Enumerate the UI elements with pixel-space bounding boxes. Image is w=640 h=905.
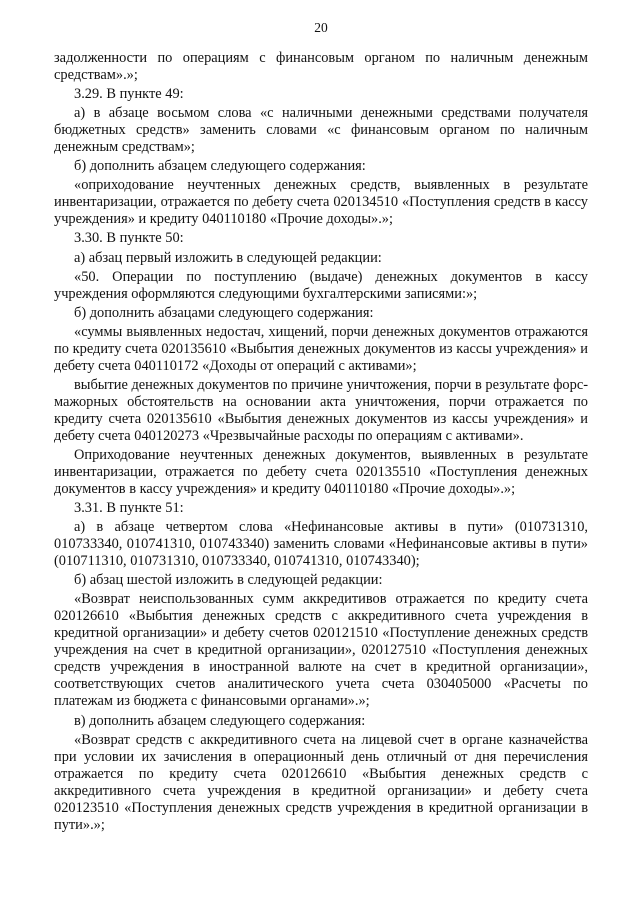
paragraph: Оприходование неучтенных денежных документов, выявленных в результате инвентаризации, отражается по дебету счета 020135510 «Поступления денежных документов в кассу учреждения» и кредиту 040110180 «Прочие доходы».»; [54, 447, 588, 498]
paragraph: 3.29. В пункте 49: [74, 86, 184, 103]
paragraph: а) абзац первый изложить в следующей редакции: [74, 249, 382, 266]
paragraph: 3.30. В пункте 50: [74, 230, 184, 247]
document-body [54, 50, 588, 834]
paragraph: а) в абзаце восьмом слова «с наличными денежными средствами получателя бюджетных средств» заменить словами «с финансовым органом по наличным денежным средствам»; [54, 105, 588, 156]
paragraph: в) дополнить абзацем следующего содержания: [74, 712, 366, 729]
paragraph: выбытие денежных документов по причине уничтожения, порчи в результате форс-мажорных обстоятельств на основании акта уничтожения, порчи отражается по кредиту счета 020135610 «Выбытия денежных документов из кассы учреждения» и дебету счета 040120273 «Чрезвычайные расходы по операциям с активами». [54, 376, 588, 444]
page-number: 20 [314, 20, 328, 35]
paragraph: б) дополнить абзацами следующего содержания: [74, 304, 374, 321]
paragraph: б) дополнить абзацем следующего содержания: [74, 158, 366, 175]
paragraph: «Возврат средств с аккредитивного счета на лицевой счет в органе казначейства при условии их зачисления в операционный день отличный от дня перечисления отражается по кредиту счета 020126610 «Выбытия денежных средств с аккредитивного счета учреждения в кредитной организации» и дебету счета 020123510 «Поступления денежных средств учреждения в кредитной организации в пути».»; [54, 731, 588, 833]
paragraph: «оприходование неучтенных денежных средств, выявленных в результате инвентаризации, отражается по дебету счета 020134510 «Поступления средств в кассу учреждения» и кредиту 040110180 «Прочие доходы».»; [54, 177, 588, 228]
paragraph: 3.31. В пункте 51: [74, 500, 184, 517]
paragraph: а) в абзаце четвертом слова «Нефинансовые активы в пути» (010731310, 010733340, 010741310, 010743340) заменить словами «Нефинансовые активы в пути» (010711310, 010731310, 010733340, 010741310, 010743340); [54, 519, 588, 570]
paragraph: «50. Операции по поступлению (выдаче) денежных документов в кассу учреждения оформляются следующими бухгалтерскими записями:»; [54, 268, 588, 302]
paragraph: «Возврат неиспользованных сумм аккредитивов отражается по кредиту счета 020126610 «Выбытия денежных средств с аккредитивного счета учреждения в кредитной организации» и дебету счетов 020121510 «Поступление денежных средств учреждения на счет в кредитной организации», 020127510 «Поступления денежных средств учреждения в иностранной валюте на счет в кредитной организации», соответствующих счетов аналитического учета счета 030405000 «Расчеты по платежам из бюджета с финансовыми органами».»; [54, 591, 588, 710]
paragraph: задолженности по операциям с финансовым органом по наличным денежным средствам».»; [54, 50, 588, 83]
paragraph: «суммы выявленных недостач, хищений, порчи денежных документов отражаются по кредиту счета 020135610 «Выбытия денежных документов из кассы учреждения» и дебету счета 040110172 «Доходы от операций с активами»; [54, 323, 588, 374]
paragraph: б) абзац шестой изложить в следующей редакции: [74, 572, 383, 589]
